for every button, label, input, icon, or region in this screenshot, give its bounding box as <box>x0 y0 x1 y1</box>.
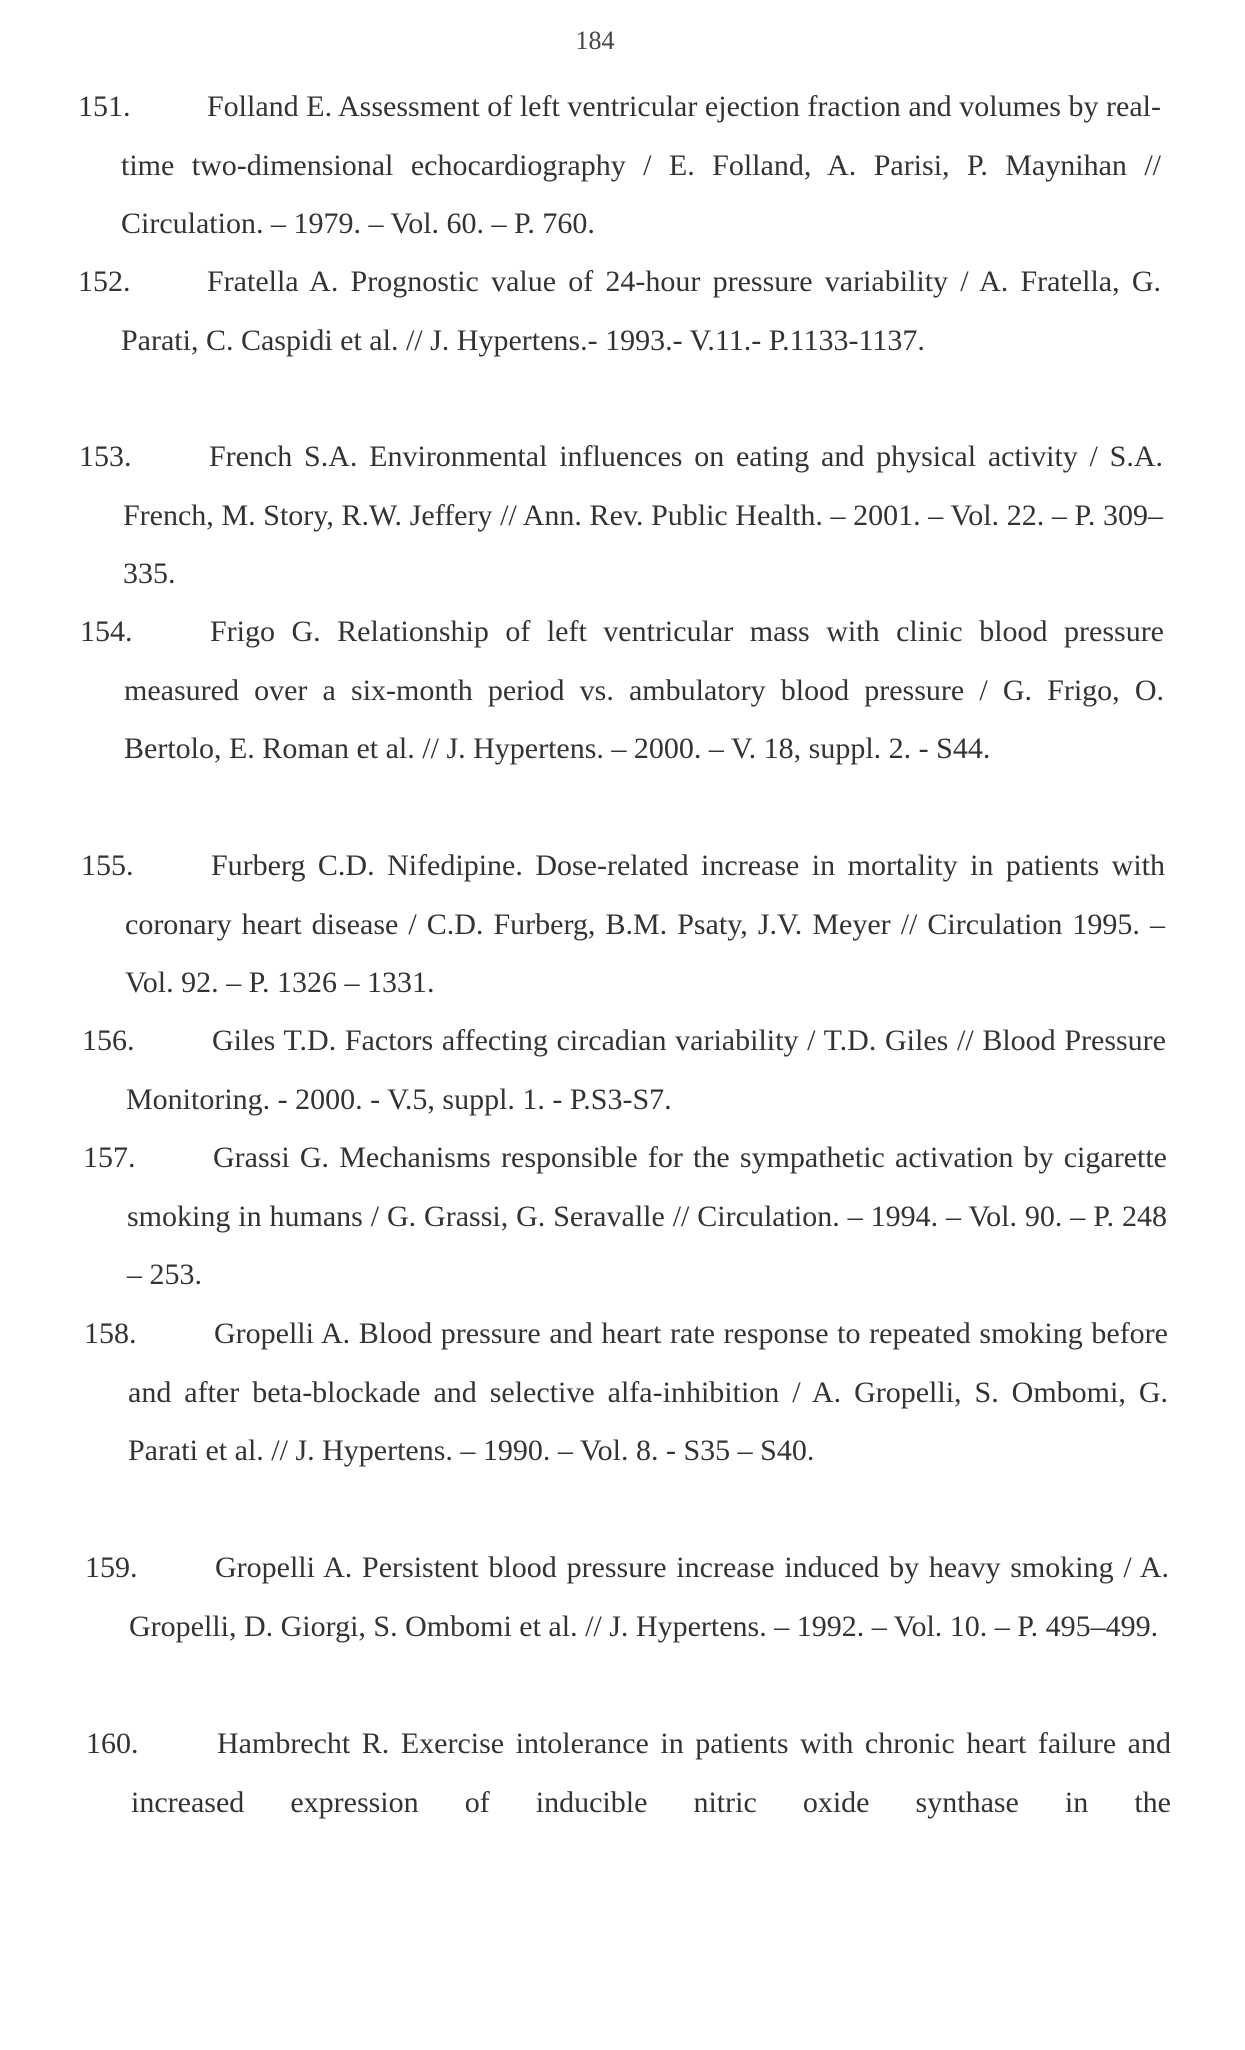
reference-text: Grassi G. Mechanisms responsible for the sympathetic activation by cigarette smoking in humans / G. Grassi, G. Seravalle // Circulation. – 1994. – Vol. 90. – P. 248 – 253. <box>127 1141 1167 1291</box>
reference-number: 159. <box>85 1551 138 1584</box>
reference-number: 155. <box>81 849 134 882</box>
reference-text: Furberg C.D. Nifedipine. Dose-related increase in mortality in patients with coronary heart disease / C.D. Furberg, B.M. Psaty, J.V. Meyer // Circulation 1995. – Vol. 92. – P. 1326 – 1331. <box>125 849 1165 999</box>
reference-text: Gropelli A. Persistent blood pressure increase induced by heavy smoking / A. Gropelli, D. Giorgi, S. Ombomi et al. // J. Hypertens. – 1992. – Vol. 10. – P. 495–499. <box>129 1551 1169 1643</box>
reference-entry <box>0 253 1161 428</box>
reference-number: 152. <box>78 265 131 298</box>
reference-entry <box>0 1129 1167 1305</box>
reference-text: Gropelli A. Blood pressure and heart rate response to repeated smoking before and after beta-blockade and selective alfa-inhibition / A. Gropelli, S. Ombomi, G. Parati et al. // J. Hypertens. – 1990. – Vol. 8. - S35 – S40. <box>128 1317 1168 1467</box>
reference-text: Frigo G. Relationship of left ventricular mass with clinic blood pressure measured over a six-month period vs. ambulatory blood pressure / G. Frigo, O. Bertolo, E. Roman et al. // J. Hypertens. – 2000. – V. 18, suppl. 2. - S44. <box>124 615 1164 765</box>
reference-number: 157. <box>83 1141 136 1174</box>
reference-entry <box>0 837 1165 1012</box>
reference-text: Folland E. Assessment of left ventricular ejection fraction and volumes by real-time two-dimensional echocardiography / E. Folland, A. Parisi, P. Maynihan // Circulation. – 1979. – Vol. 60. – P. 760. <box>121 90 1161 240</box>
reference-entry <box>0 1539 1169 1715</box>
reference-list <box>0 78 1245 1832</box>
reference-number: 151. <box>78 90 131 123</box>
reference-entry <box>0 603 1164 837</box>
reference-text: Hambrecht R. Exercise intolerance in patients with chronic heart failure and increased expression of inducible nitric oxide synthase in the <box>131 1727 1171 1819</box>
reference-text: Giles T.D. Factors affecting circadian variability / T.D. Giles // Blood Pressure Monitoring. - 2000. - V.5, suppl. 1. - P.S3-S7. <box>126 1024 1166 1116</box>
reference-entry <box>0 1305 1168 1539</box>
reference-entry <box>0 1715 1171 1832</box>
page-number: 184 <box>575 26 615 55</box>
reference-number: 158. <box>84 1317 137 1350</box>
reference-entry <box>0 78 1161 253</box>
reference-entry <box>0 428 1163 603</box>
reference-entry <box>0 1012 1166 1129</box>
reference-number: 160. <box>86 1727 139 1760</box>
reference-number: 154. <box>80 615 133 648</box>
reference-number: 153. <box>79 440 132 473</box>
reference-text: French S.A. Environmental influences on eating and physical activity / S.A. French, M. Story, R.W. Jeffery // Ann. Rev. Public Health. – 2001. – Vol. 22. – P. 309–335. <box>123 440 1163 590</box>
reference-text: Fratella A. Prognostic value of 24-hour pressure variability / A. Fratella, G. Parati, C. Caspidi et al. // J. Hypertens.- 1993.- V.11.- P.1133-1137. <box>121 265 1161 357</box>
reference-number: 156. <box>82 1024 135 1057</box>
